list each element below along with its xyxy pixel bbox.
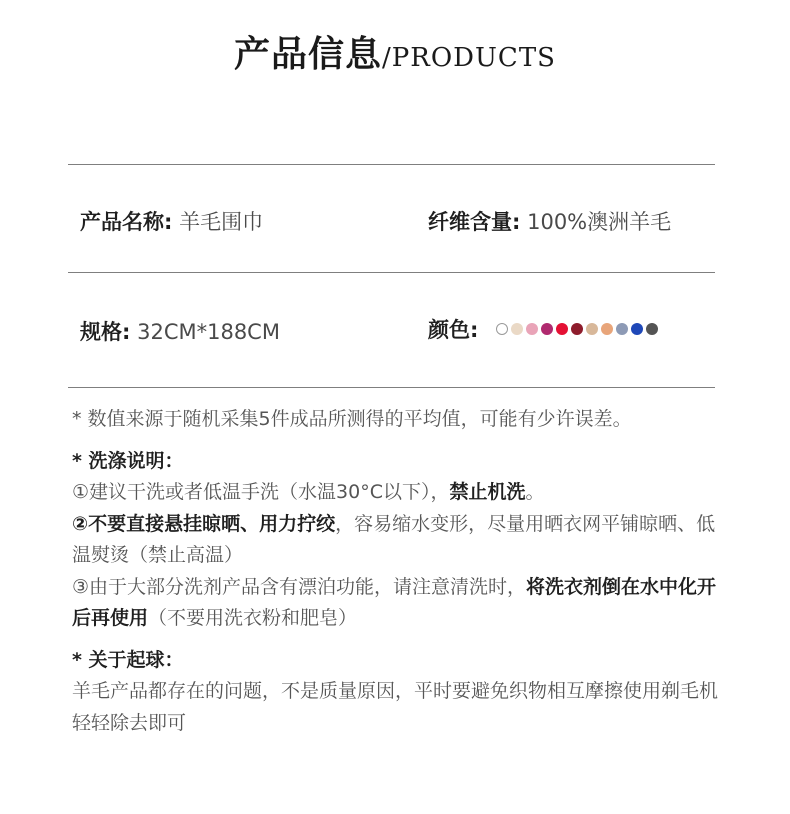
disclaimer-text: * 数值来源于随机采集5件成品所测得的平均值，可能有少许误差。 bbox=[72, 408, 632, 430]
washing-heading: * 洗涤说明： bbox=[72, 449, 184, 472]
product-name-value: 羊毛围巾 bbox=[179, 210, 264, 234]
divider-bottom bbox=[68, 387, 715, 388]
size-label: 规格: bbox=[80, 320, 131, 344]
color-swatch bbox=[511, 323, 523, 335]
washing-item-1-end: 。 bbox=[525, 481, 545, 503]
washing-item-2-text: ，容易缩水变形，尽量用晒衣网平铺晾晒、低温熨烫（禁止高温） bbox=[72, 512, 716, 566]
pilling-heading: * 关于起球： bbox=[72, 648, 184, 671]
color-swatch bbox=[541, 323, 553, 335]
color-swatch bbox=[556, 323, 568, 335]
color-swatch bbox=[646, 323, 658, 335]
color-swatch bbox=[631, 323, 643, 335]
washing-item-2 bbox=[72, 509, 722, 572]
washing-item-3 bbox=[72, 572, 722, 635]
washing-item-1 bbox=[72, 477, 722, 509]
divider-middle bbox=[68, 272, 715, 273]
notes-section bbox=[72, 404, 722, 739]
spec-size bbox=[80, 316, 280, 346]
title-chinese: 产品信息 bbox=[234, 34, 383, 75]
fiber-content-value: 100%澳洲羊毛 bbox=[527, 210, 672, 234]
size-value: 32CM*188CM bbox=[137, 320, 280, 344]
color-swatch bbox=[526, 323, 538, 335]
spec-product-name bbox=[80, 206, 263, 236]
title-english: /PRODUCTS bbox=[382, 43, 556, 73]
divider-top bbox=[68, 164, 715, 165]
spec-color bbox=[428, 314, 478, 344]
spec-fiber-content bbox=[428, 206, 671, 236]
fiber-content-label: 纤维含量: bbox=[428, 210, 521, 234]
color-swatch bbox=[586, 323, 598, 335]
washing-item-1-text: ①建议干洗或者低温手洗（水温30°C以下）， bbox=[72, 481, 450, 503]
washing-item-3-end: （不要用洗衣粉和肥皂） bbox=[148, 607, 358, 629]
color-swatch bbox=[571, 323, 583, 335]
product-name-label: 产品名称: bbox=[80, 210, 173, 234]
washing-item-3-text: ③由于大部分洗剂产品含有漂泊功能，请注意清洗时， bbox=[72, 575, 527, 598]
page-title bbox=[0, 26, 790, 77]
color-swatch bbox=[496, 323, 508, 335]
color-swatches bbox=[496, 323, 658, 335]
pilling-text: 羊毛产品都存在的问题，不是质量原因，平时要避免织物相互摩擦使用剃毛机轻轻除去即可 bbox=[72, 680, 719, 734]
washing-item-1-emphasis: 禁止机洗 bbox=[449, 481, 526, 503]
washing-item-3-emphasis: 将洗衣剂倒在水中化开后再使用 bbox=[72, 575, 717, 629]
color-label: 颜色: bbox=[428, 318, 479, 342]
washing-item-2-emphasis: ②不要直接悬挂晾晒、用力拧绞 bbox=[72, 512, 336, 535]
color-swatch bbox=[616, 323, 628, 335]
color-swatch bbox=[601, 323, 613, 335]
